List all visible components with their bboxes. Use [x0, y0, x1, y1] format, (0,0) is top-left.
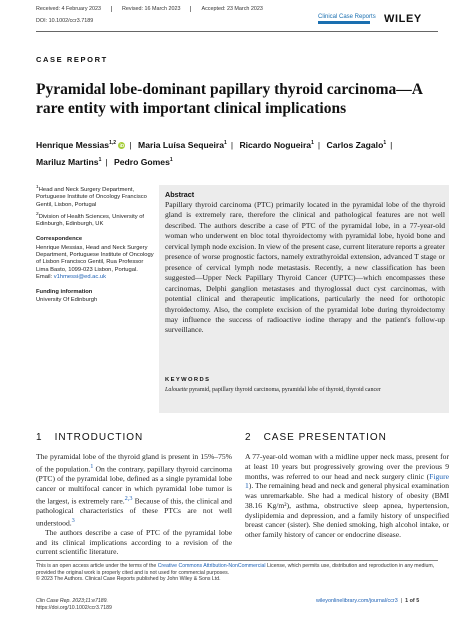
orcid-icon[interactable]: iD — [119, 142, 125, 148]
author-6[interactable]: Pedro Gomes$^1$ — [113, 156, 173, 167]
introduction-paragraph-1: The pyramidal lobe of the thyroid gland is present in 15%–75% of the population.$^1$ On the contrary, papillary thyroid carcinoma (PTC) of the pyramidal lobe, defined as a single pyramidal lobe cancer or multifocal cancer in which pyramidal lobe tumor is the largest, is extremely rare.$^{2,3}$ Because of this, the clinical and pathological characteristics of these PTCs are not well understood.$^3$ — [36, 452, 233, 528]
footer-citation: Clin Case Rep. 2023;11:e7189. https://doi.org/10.1002/ccr3.7189 — [36, 598, 112, 611]
article-type: CASE REPORT — [36, 55, 108, 64]
case-paragraph-1: A 77-year-old woman with a midline upper neck mass, present for at least 10 years but progressively growing over the previous 9 months, was referred to our head and neck surgery clinic (Figure 1). The remaining head and neck and general physical examination was unremarkable. She had a medical history of obesity (BMI 38.16 Kg/m²), asthma, obstructive sleep apnea, hypertension, dyslipidemia and depression, and a family history of unspecified breast cancer (sister). She denied smoking, high alcohol intake, or other family history of cancer or endocrine disease. — [245, 452, 449, 539]
correspondence-email[interactable]: v1hmessi@ed.ac.uk — [53, 273, 107, 280]
article-dates — [36, 6, 438, 12]
funding-text: University Of Edinburgh — [36, 297, 98, 304]
license-note: This is an open access article under the terms of the Creative Commons Attribution-NonCommercial License, which permits use, distribution and reproduction in any medium, provided the original work is properly cited and is not used for commercial purposes. © 2023 The Authors. Clinical Case Reports published by John Wiley & Sons Ltd. — [36, 563, 435, 583]
keywords-label: KEYWORDS — [165, 377, 211, 383]
journal-name: Clinical Case Reports — [318, 14, 376, 20]
author-4[interactable]: Carlos Zagalo$^1$ — [326, 139, 387, 150]
publisher-logo[interactable]: WILEY — [384, 13, 422, 25]
keywords-text: Lalouette pyramid, papillary thyroid carcinoma, pyramidal lobe of thyroid, thyroid cancer — [165, 387, 381, 393]
journal-site-link[interactable]: wileyonlinelibrary.com/journal/ccr3 — [316, 598, 398, 604]
affiliation-1: $^1$Head and Neck Surgery Department, Portuguese Institute of Oncology Francisco Gentil, Lisbon, Portugal — [36, 185, 147, 208]
article-title: Pyramidal lobe-dominant papillary thyroid carcinoma—A rare entity with important clinical implications — [36, 81, 423, 117]
affiliation-2: $^2$Division of Health Sciences, University of Edinburgh, Edinburgh, UK — [36, 211, 145, 228]
author-3[interactable]: Ricardo Nogueira$^1$ — [239, 139, 314, 150]
reference-link[interactable]: 3 — [71, 516, 75, 524]
footer-right: wileyonlinelibrary.com/journal/ccr3 | 1 of 5 — [316, 598, 420, 604]
received-date: Received: 4 February 2023 — [36, 6, 112, 12]
abstract-text: Papillary thyroid carcinoma (PTC) primarily located in the pyramidal lobe of the thyroid gland is extremely rare, therefore the clinical and pathological features are not well described. The authors describe a case of PTC of the pyramidal lobe, in a 77-year-old woman who underwent en bloc total thyroidectomy with pyramidal lobe, hyoid bone and cervical lymph node excision. In view of the present case, current literature reports a greater presence of worse prognostic factors, namely extrathyroidal extension, advanced T stage or presence of cervical lymph node metastasis. Recently, a new classification has been suggested—Upper Neck Papillary Thyroid Cancer (UPTC)—which encompasses these carcinomas, Delphi ganglion metastases and thyroglossal duct cyst carcinomas, with potential clinical and therapeutic implications, particularly the need for orthotopic thyroidectomy. Also, the complete excision of the pyramidal lobe during thyroidectomy may influence the success of radioactive iodine therapy and the patient's follow-up surveillance. — [165, 200, 446, 335]
reference-link[interactable]: 2,3 — [124, 494, 133, 502]
figure-link[interactable]: Figure 1 — [245, 471, 449, 491]
journal-logo[interactable] — [318, 14, 376, 24]
reference-link[interactable]: 1 — [90, 462, 94, 470]
page-number: 1 of 5 — [405, 598, 420, 604]
funding-label: Funding information — [36, 289, 93, 296]
section-heading-introduction: 1 INTRODUCTION — [36, 432, 144, 443]
correspondence-label: Correspondence — [36, 236, 83, 243]
footnote-divider — [36, 560, 438, 561]
correspondence-text: Henrique Messias, Head and Neck Surgery Department, Portuguese Institute of Oncology of Lisbon Francisco Gentil, Rua Professor Lima Basto, 1099-023 Lisbon, Portugal. Email: v1hmessi@ed.ac.uk — [36, 244, 154, 280]
header-divider — [36, 31, 438, 32]
footer-doi-link[interactable]: https://doi.org/10.1002/ccr3.7189 — [36, 604, 112, 611]
journal-logo-bar — [318, 21, 370, 24]
introduction-paragraph-2: The authors describe a case of PTC of the pyramidal lobe and its clinical implications according to a revision of the current scientific literature. — [36, 527, 232, 557]
introduction-text — [36, 452, 232, 557]
revised-date: Revised: 16 March 2023 — [122, 6, 191, 12]
author-5[interactable]: Mariluz Martins$^1$ — [36, 156, 102, 167]
section-heading-case-presentation: 2 CASE PRESENTATION — [245, 432, 387, 443]
abstract-label: Abstract — [165, 190, 195, 199]
author-list: Henrique Messias$^{1,2}$ iD | Maria Luísa Sequeira$^1$ | Ricardo Nogueira$^1$ | Carlos Zagalo$^1$ | Mariluz Martins$^1$ | Pedro Gomes$^1$ — [36, 139, 393, 167]
article-info-column — [36, 184, 154, 307]
case-presentation-text — [245, 452, 449, 540]
author-1[interactable]: Henrique Messias$^{1,2}$ iD — [36, 139, 125, 150]
doi-top[interactable]: DOI: 10.1002/ccr3.7189 — [36, 18, 94, 24]
accepted-date: Accepted: 23 March 2023 — [201, 6, 263, 12]
author-2[interactable]: Maria Luísa Sequeira$^1$ — [138, 139, 227, 150]
license-link[interactable]: Creative Commons Attribution-NonCommercial — [157, 563, 266, 569]
